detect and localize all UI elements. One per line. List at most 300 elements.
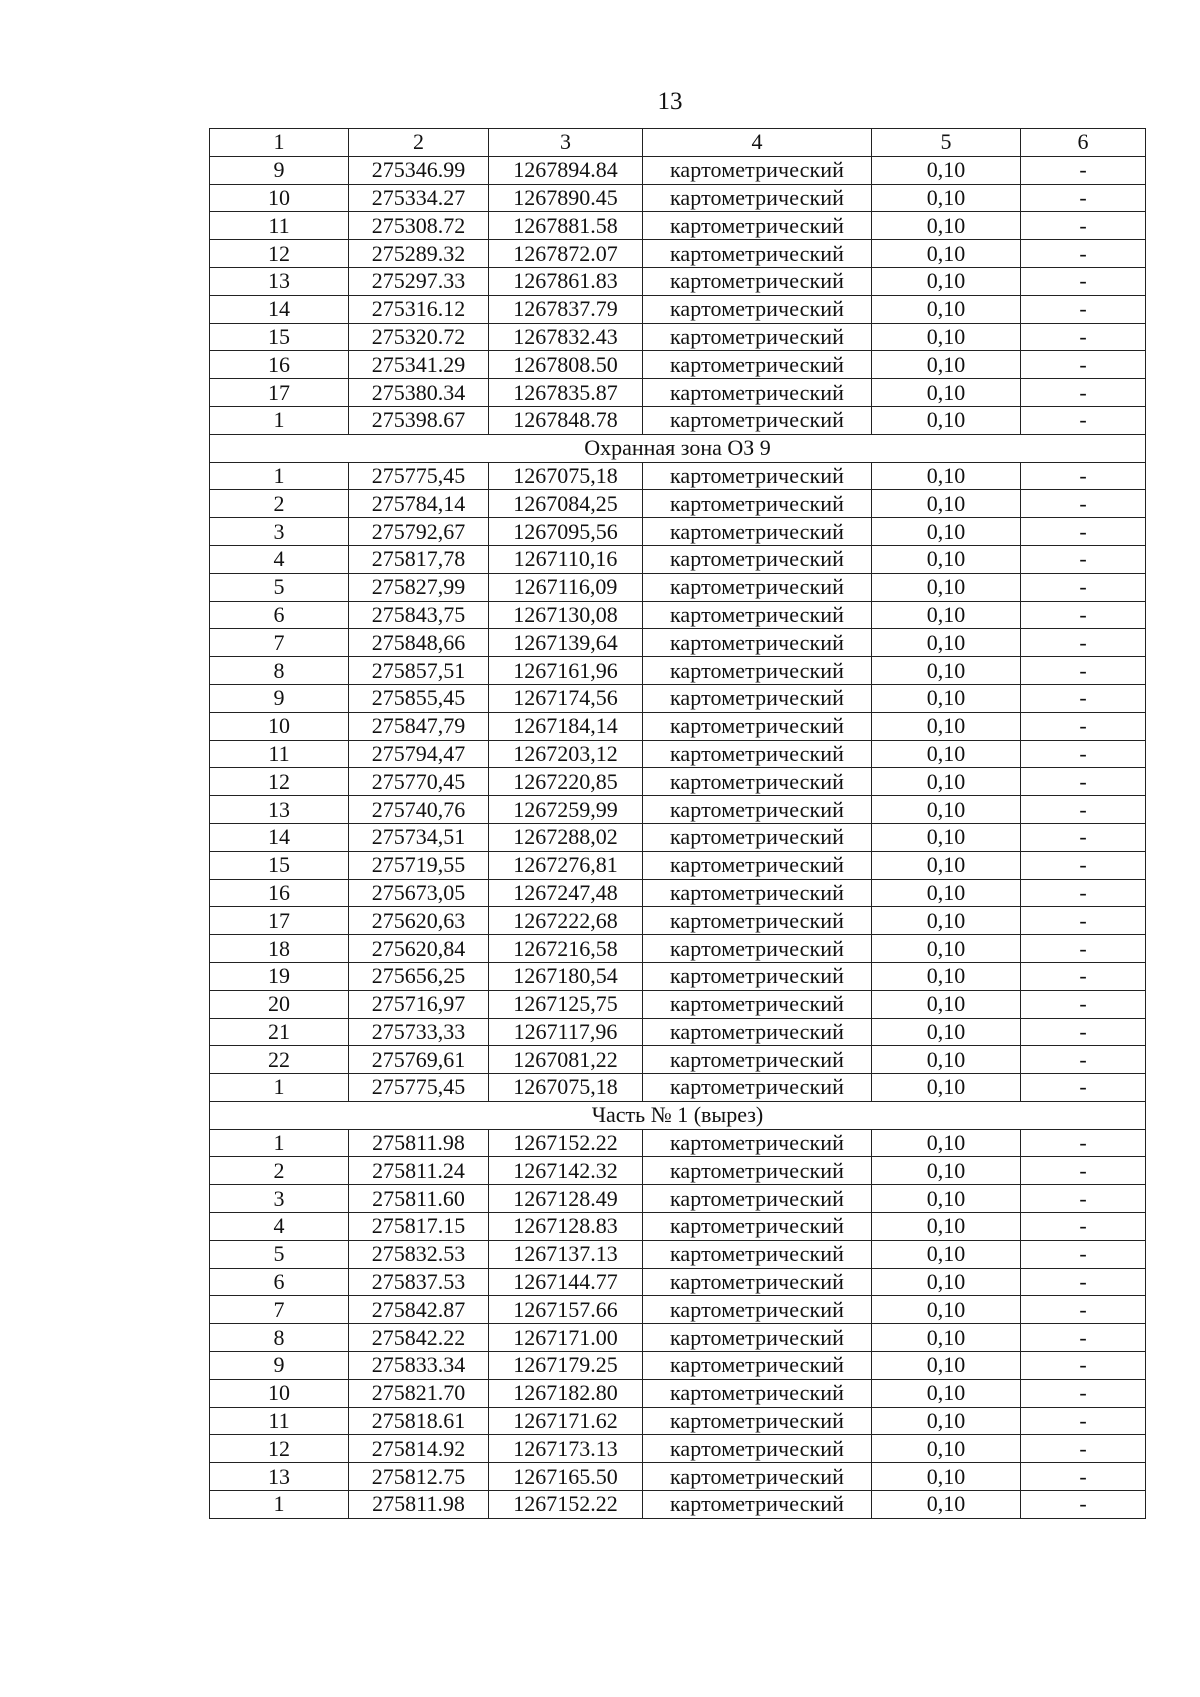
method-cell: картометрический bbox=[643, 1046, 872, 1074]
coord-x-cell: 275297.33 bbox=[349, 267, 489, 295]
note-cell: - bbox=[1021, 1157, 1146, 1185]
coord-y-cell: 1267832.43 bbox=[489, 323, 643, 351]
method-cell: картометрический bbox=[643, 1157, 872, 1185]
coord-x-cell: 275656,25 bbox=[349, 962, 489, 990]
method-cell: картометрический bbox=[643, 240, 872, 268]
method-cell: картометрический bbox=[643, 323, 872, 351]
method-cell: картометрический bbox=[643, 629, 872, 657]
note-cell: - bbox=[1021, 657, 1146, 685]
note-cell: - bbox=[1021, 879, 1146, 907]
coord-y-cell: 1267095,56 bbox=[489, 518, 643, 546]
point-number-cell: 13 bbox=[210, 796, 349, 824]
note-cell: - bbox=[1021, 518, 1146, 546]
coord-x-cell: 275308.72 bbox=[349, 212, 489, 240]
accuracy-cell: 0,10 bbox=[872, 1185, 1021, 1213]
coord-x-cell: 275673,05 bbox=[349, 879, 489, 907]
method-cell: картометрический bbox=[643, 1018, 872, 1046]
note-cell: - bbox=[1021, 740, 1146, 768]
coord-y-cell: 1267128.49 bbox=[489, 1185, 643, 1213]
coord-x-cell: 275775,45 bbox=[349, 1074, 489, 1102]
method-cell: картометрический bbox=[643, 1296, 872, 1324]
coord-x-cell: 275316.12 bbox=[349, 295, 489, 323]
note-cell: - bbox=[1021, 1435, 1146, 1463]
coord-x-cell: 275847,79 bbox=[349, 712, 489, 740]
point-number-cell: 13 bbox=[210, 1463, 349, 1491]
table-row bbox=[210, 712, 1146, 740]
method-cell: картометрический bbox=[643, 1435, 872, 1463]
coord-x-cell: 275794,47 bbox=[349, 740, 489, 768]
coord-x-cell: 275620,84 bbox=[349, 935, 489, 963]
point-number-cell: 1 bbox=[210, 406, 349, 434]
section-title: Охранная зона ОЗ 9 bbox=[210, 434, 1146, 462]
section-title-row bbox=[210, 434, 1146, 462]
coord-x-cell: 275620,63 bbox=[349, 907, 489, 935]
note-cell: - bbox=[1021, 1352, 1146, 1380]
coord-y-cell: 1267216,58 bbox=[489, 935, 643, 963]
accuracy-cell: 0,10 bbox=[872, 768, 1021, 796]
note-cell: - bbox=[1021, 796, 1146, 824]
coord-y-cell: 1267835.87 bbox=[489, 379, 643, 407]
table-row bbox=[210, 212, 1146, 240]
coord-y-cell: 1267222,68 bbox=[489, 907, 643, 935]
coord-x-cell: 275811.98 bbox=[349, 1491, 489, 1519]
coord-x-cell: 275784,14 bbox=[349, 490, 489, 518]
coord-y-cell: 1267872.07 bbox=[489, 240, 643, 268]
point-number-cell: 5 bbox=[210, 573, 349, 601]
table-row bbox=[210, 1407, 1146, 1435]
note-cell: - bbox=[1021, 962, 1146, 990]
table-row bbox=[210, 935, 1146, 963]
coord-x-cell: 275289.32 bbox=[349, 240, 489, 268]
accuracy-cell: 0,10 bbox=[872, 879, 1021, 907]
note-cell: - bbox=[1021, 406, 1146, 434]
note-cell: - bbox=[1021, 1324, 1146, 1352]
coord-y-cell: 1267128.83 bbox=[489, 1213, 643, 1241]
method-cell: картометрический bbox=[643, 796, 872, 824]
table-row bbox=[210, 406, 1146, 434]
note-cell: - bbox=[1021, 712, 1146, 740]
method-cell: картометрический bbox=[643, 295, 872, 323]
note-cell: - bbox=[1021, 1018, 1146, 1046]
coord-y-cell: 1267142.32 bbox=[489, 1157, 643, 1185]
coord-x-cell: 275817.15 bbox=[349, 1213, 489, 1241]
coord-x-cell: 275734,51 bbox=[349, 823, 489, 851]
point-number-cell: 11 bbox=[210, 212, 349, 240]
accuracy-cell: 0,10 bbox=[872, 962, 1021, 990]
note-cell: - bbox=[1021, 684, 1146, 712]
table-row bbox=[210, 156, 1146, 184]
table-row bbox=[210, 490, 1146, 518]
header-cell: 5 bbox=[872, 129, 1021, 157]
table-row bbox=[210, 573, 1146, 601]
note-cell: - bbox=[1021, 907, 1146, 935]
coord-x-cell: 275775,45 bbox=[349, 462, 489, 490]
point-number-cell: 21 bbox=[210, 1018, 349, 1046]
point-number-cell: 6 bbox=[210, 601, 349, 629]
note-cell: - bbox=[1021, 1046, 1146, 1074]
note-cell: - bbox=[1021, 490, 1146, 518]
accuracy-cell: 0,10 bbox=[872, 295, 1021, 323]
table-row bbox=[210, 1324, 1146, 1352]
accuracy-cell: 0,10 bbox=[872, 1157, 1021, 1185]
table-row bbox=[210, 1185, 1146, 1213]
coord-y-cell: 1267165.50 bbox=[489, 1463, 643, 1491]
coord-y-cell: 1267837.79 bbox=[489, 295, 643, 323]
point-number-cell: 14 bbox=[210, 823, 349, 851]
point-number-cell: 15 bbox=[210, 851, 349, 879]
coord-y-cell: 1267116,09 bbox=[489, 573, 643, 601]
coord-y-cell: 1267259,99 bbox=[489, 796, 643, 824]
accuracy-cell: 0,10 bbox=[872, 406, 1021, 434]
coord-x-cell: 275814.92 bbox=[349, 1435, 489, 1463]
method-cell: картометрический bbox=[643, 768, 872, 796]
coord-x-cell: 275719,55 bbox=[349, 851, 489, 879]
table-row bbox=[210, 1379, 1146, 1407]
note-cell: - bbox=[1021, 1074, 1146, 1102]
point-number-cell: 12 bbox=[210, 240, 349, 268]
accuracy-cell: 0,10 bbox=[872, 323, 1021, 351]
table-row bbox=[210, 1213, 1146, 1241]
note-cell: - bbox=[1021, 379, 1146, 407]
method-cell: картометрический bbox=[643, 684, 872, 712]
point-number-cell: 7 bbox=[210, 1296, 349, 1324]
coord-x-cell: 275842.87 bbox=[349, 1296, 489, 1324]
point-number-cell: 15 bbox=[210, 323, 349, 351]
method-cell: картометрический bbox=[643, 962, 872, 990]
accuracy-cell: 0,10 bbox=[872, 629, 1021, 657]
note-cell: - bbox=[1021, 462, 1146, 490]
table-row bbox=[210, 1046, 1146, 1074]
note-cell: - bbox=[1021, 1240, 1146, 1268]
table-row bbox=[210, 768, 1146, 796]
point-number-cell: 10 bbox=[210, 184, 349, 212]
method-cell: картометрический bbox=[643, 267, 872, 295]
coord-x-cell: 275818.61 bbox=[349, 1407, 489, 1435]
accuracy-cell: 0,10 bbox=[872, 240, 1021, 268]
method-cell: картометрический bbox=[643, 1352, 872, 1380]
accuracy-cell: 0,10 bbox=[872, 1129, 1021, 1157]
coord-y-cell: 1267139,64 bbox=[489, 629, 643, 657]
coord-y-cell: 1267173.13 bbox=[489, 1435, 643, 1463]
point-number-cell: 9 bbox=[210, 684, 349, 712]
accuracy-cell: 0,10 bbox=[872, 184, 1021, 212]
accuracy-cell: 0,10 bbox=[872, 740, 1021, 768]
method-cell: картометрический bbox=[643, 1324, 872, 1352]
point-number-cell: 18 bbox=[210, 935, 349, 963]
note-cell: - bbox=[1021, 240, 1146, 268]
method-cell: картометрический bbox=[643, 573, 872, 601]
point-number-cell: 11 bbox=[210, 1407, 349, 1435]
coord-y-cell: 1267157.66 bbox=[489, 1296, 643, 1324]
method-cell: картометрический bbox=[643, 351, 872, 379]
table-row bbox=[210, 1463, 1146, 1491]
accuracy-cell: 0,10 bbox=[872, 601, 1021, 629]
coord-x-cell: 275398.67 bbox=[349, 406, 489, 434]
note-cell: - bbox=[1021, 629, 1146, 657]
point-number-cell: 8 bbox=[210, 1324, 349, 1352]
table-row bbox=[210, 796, 1146, 824]
accuracy-cell: 0,10 bbox=[872, 907, 1021, 935]
method-cell: картометрический bbox=[643, 1463, 872, 1491]
accuracy-cell: 0,10 bbox=[872, 212, 1021, 240]
note-cell: - bbox=[1021, 1268, 1146, 1296]
coord-y-cell: 1267130,08 bbox=[489, 601, 643, 629]
header-cell: 2 bbox=[349, 129, 489, 157]
coord-x-cell: 275848,66 bbox=[349, 629, 489, 657]
point-number-cell: 1 bbox=[210, 1129, 349, 1157]
accuracy-cell: 0,10 bbox=[872, 1463, 1021, 1491]
accuracy-cell: 0,10 bbox=[872, 379, 1021, 407]
accuracy-cell: 0,10 bbox=[872, 1296, 1021, 1324]
table-row bbox=[210, 1074, 1146, 1102]
table-row bbox=[210, 990, 1146, 1018]
point-number-cell: 12 bbox=[210, 1435, 349, 1463]
coord-x-cell: 275716,97 bbox=[349, 990, 489, 1018]
coord-y-cell: 1267894.84 bbox=[489, 156, 643, 184]
table-row bbox=[210, 462, 1146, 490]
point-number-cell: 4 bbox=[210, 1213, 349, 1241]
coord-y-cell: 1267182.80 bbox=[489, 1379, 643, 1407]
accuracy-cell: 0,10 bbox=[872, 823, 1021, 851]
table-row bbox=[210, 1268, 1146, 1296]
method-cell: картометрический bbox=[643, 1491, 872, 1519]
point-number-cell: 2 bbox=[210, 1157, 349, 1185]
note-cell: - bbox=[1021, 1407, 1146, 1435]
coord-y-cell: 1267075,18 bbox=[489, 1074, 643, 1102]
coord-y-cell: 1267881.58 bbox=[489, 212, 643, 240]
method-cell: картометрический bbox=[643, 740, 872, 768]
coord-y-cell: 1267161,96 bbox=[489, 657, 643, 685]
point-number-cell: 17 bbox=[210, 907, 349, 935]
coord-y-cell: 1267288,02 bbox=[489, 823, 643, 851]
method-cell: картометрический bbox=[643, 712, 872, 740]
note-cell: - bbox=[1021, 295, 1146, 323]
page-number: 13 bbox=[657, 88, 683, 115]
note-cell: - bbox=[1021, 184, 1146, 212]
header-cell: 3 bbox=[489, 129, 643, 157]
table-row bbox=[210, 907, 1146, 935]
method-cell: картометрический bbox=[643, 823, 872, 851]
coord-y-cell: 1267203,12 bbox=[489, 740, 643, 768]
table-row bbox=[210, 657, 1146, 685]
header-cell: 1 bbox=[210, 129, 349, 157]
point-number-cell: 14 bbox=[210, 295, 349, 323]
coord-y-cell: 1267137.13 bbox=[489, 1240, 643, 1268]
point-number-cell: 1 bbox=[210, 462, 349, 490]
coord-y-cell: 1267110,16 bbox=[489, 545, 643, 573]
coord-x-cell: 275320.72 bbox=[349, 323, 489, 351]
accuracy-cell: 0,10 bbox=[872, 1213, 1021, 1241]
coord-y-cell: 1267184,14 bbox=[489, 712, 643, 740]
accuracy-cell: 0,10 bbox=[872, 1352, 1021, 1380]
method-cell: картометрический bbox=[643, 156, 872, 184]
note-cell: - bbox=[1021, 1129, 1146, 1157]
coord-x-cell: 275811.98 bbox=[349, 1129, 489, 1157]
coord-x-cell: 275843,75 bbox=[349, 601, 489, 629]
point-number-cell: 17 bbox=[210, 379, 349, 407]
point-number-cell: 9 bbox=[210, 1352, 349, 1380]
coord-x-cell: 275842.22 bbox=[349, 1324, 489, 1352]
coord-y-cell: 1267152.22 bbox=[489, 1129, 643, 1157]
coord-y-cell: 1267848.78 bbox=[489, 406, 643, 434]
coordinates-table bbox=[209, 128, 1146, 1519]
method-cell: картометрический bbox=[643, 1379, 872, 1407]
coord-y-cell: 1267276,81 bbox=[489, 851, 643, 879]
note-cell: - bbox=[1021, 935, 1146, 963]
coord-x-cell: 275334.27 bbox=[349, 184, 489, 212]
coord-y-cell: 1267180,54 bbox=[489, 962, 643, 990]
method-cell: картометрический bbox=[643, 657, 872, 685]
point-number-cell: 4 bbox=[210, 545, 349, 573]
accuracy-cell: 0,10 bbox=[872, 1046, 1021, 1074]
point-number-cell: 2 bbox=[210, 490, 349, 518]
method-cell: картометрический bbox=[643, 907, 872, 935]
coord-x-cell: 275832.53 bbox=[349, 1240, 489, 1268]
table-row bbox=[210, 1491, 1146, 1519]
table-row bbox=[210, 629, 1146, 657]
point-number-cell: 6 bbox=[210, 1268, 349, 1296]
table-row bbox=[210, 1435, 1146, 1463]
coord-x-cell: 275733,33 bbox=[349, 1018, 489, 1046]
accuracy-cell: 0,10 bbox=[872, 573, 1021, 601]
coord-x-cell: 275770,45 bbox=[349, 768, 489, 796]
method-cell: картометрический bbox=[643, 545, 872, 573]
accuracy-cell: 0,10 bbox=[872, 1407, 1021, 1435]
table-row bbox=[210, 823, 1146, 851]
coord-y-cell: 1267890.45 bbox=[489, 184, 643, 212]
table-row bbox=[210, 379, 1146, 407]
header-row bbox=[210, 129, 1146, 157]
note-cell: - bbox=[1021, 1491, 1146, 1519]
coord-x-cell: 275792,67 bbox=[349, 518, 489, 546]
table-row bbox=[210, 962, 1146, 990]
point-number-cell: 3 bbox=[210, 518, 349, 546]
coord-y-cell: 1267125,75 bbox=[489, 990, 643, 1018]
coord-y-cell: 1267220,85 bbox=[489, 768, 643, 796]
coord-x-cell: 275769,61 bbox=[349, 1046, 489, 1074]
table-row bbox=[210, 267, 1146, 295]
method-cell: картометрический bbox=[643, 518, 872, 546]
table-row bbox=[210, 740, 1146, 768]
point-number-cell: 9 bbox=[210, 156, 349, 184]
accuracy-cell: 0,10 bbox=[872, 1268, 1021, 1296]
coord-y-cell: 1267247,48 bbox=[489, 879, 643, 907]
coord-y-cell: 1267117,96 bbox=[489, 1018, 643, 1046]
method-cell: картометрический bbox=[643, 601, 872, 629]
note-cell: - bbox=[1021, 1213, 1146, 1241]
table-row bbox=[210, 1240, 1146, 1268]
method-cell: картометрический bbox=[643, 851, 872, 879]
note-cell: - bbox=[1021, 601, 1146, 629]
accuracy-cell: 0,10 bbox=[872, 1491, 1021, 1519]
accuracy-cell: 0,10 bbox=[872, 1324, 1021, 1352]
accuracy-cell: 0,10 bbox=[872, 1074, 1021, 1102]
accuracy-cell: 0,10 bbox=[872, 851, 1021, 879]
coord-y-cell: 1267171.62 bbox=[489, 1407, 643, 1435]
method-cell: картометрический bbox=[643, 184, 872, 212]
coord-x-cell: 275857,51 bbox=[349, 657, 489, 685]
coord-x-cell: 275812.75 bbox=[349, 1463, 489, 1491]
point-number-cell: 1 bbox=[210, 1074, 349, 1102]
method-cell: картометрический bbox=[643, 879, 872, 907]
table-row bbox=[210, 1129, 1146, 1157]
accuracy-cell: 0,10 bbox=[872, 796, 1021, 824]
coord-x-cell: 275837.53 bbox=[349, 1268, 489, 1296]
accuracy-cell: 0,10 bbox=[872, 1379, 1021, 1407]
table-row bbox=[210, 684, 1146, 712]
accuracy-cell: 0,10 bbox=[872, 657, 1021, 685]
method-cell: картометрический bbox=[643, 212, 872, 240]
coord-x-cell: 275346.99 bbox=[349, 156, 489, 184]
method-cell: картометрический bbox=[643, 1185, 872, 1213]
table-row bbox=[210, 1157, 1146, 1185]
point-number-cell: 13 bbox=[210, 267, 349, 295]
accuracy-cell: 0,10 bbox=[872, 1240, 1021, 1268]
method-cell: картометрический bbox=[643, 406, 872, 434]
coord-x-cell: 275811.60 bbox=[349, 1185, 489, 1213]
note-cell: - bbox=[1021, 1379, 1146, 1407]
note-cell: - bbox=[1021, 573, 1146, 601]
point-number-cell: 3 bbox=[210, 1185, 349, 1213]
table-row bbox=[210, 851, 1146, 879]
table-row bbox=[210, 1296, 1146, 1324]
accuracy-cell: 0,10 bbox=[872, 351, 1021, 379]
coord-y-cell: 1267171.00 bbox=[489, 1324, 643, 1352]
header-cell: 6 bbox=[1021, 129, 1146, 157]
point-number-cell: 16 bbox=[210, 879, 349, 907]
note-cell: - bbox=[1021, 990, 1146, 1018]
note-cell: - bbox=[1021, 351, 1146, 379]
method-cell: картометрический bbox=[643, 462, 872, 490]
coord-y-cell: 1267084,25 bbox=[489, 490, 643, 518]
method-cell: картометрический bbox=[643, 935, 872, 963]
coord-x-cell: 275833.34 bbox=[349, 1352, 489, 1380]
coord-y-cell: 1267075,18 bbox=[489, 462, 643, 490]
accuracy-cell: 0,10 bbox=[872, 490, 1021, 518]
accuracy-cell: 0,10 bbox=[872, 518, 1021, 546]
accuracy-cell: 0,10 bbox=[872, 684, 1021, 712]
table-row bbox=[210, 323, 1146, 351]
point-number-cell: 19 bbox=[210, 962, 349, 990]
point-number-cell: 12 bbox=[210, 768, 349, 796]
method-cell: картометрический bbox=[643, 379, 872, 407]
coord-x-cell: 275827,99 bbox=[349, 573, 489, 601]
point-number-cell: 11 bbox=[210, 740, 349, 768]
accuracy-cell: 0,10 bbox=[872, 990, 1021, 1018]
point-number-cell: 10 bbox=[210, 712, 349, 740]
coord-y-cell: 1267144.77 bbox=[489, 1268, 643, 1296]
method-cell: картометрический bbox=[643, 1268, 872, 1296]
point-number-cell: 20 bbox=[210, 990, 349, 1018]
coord-x-cell: 275855,45 bbox=[349, 684, 489, 712]
point-number-cell: 7 bbox=[210, 629, 349, 657]
coord-x-cell: 275380.34 bbox=[349, 379, 489, 407]
point-number-cell: 22 bbox=[210, 1046, 349, 1074]
note-cell: - bbox=[1021, 212, 1146, 240]
accuracy-cell: 0,10 bbox=[872, 1018, 1021, 1046]
point-number-cell: 8 bbox=[210, 657, 349, 685]
coord-y-cell: 1267081,22 bbox=[489, 1046, 643, 1074]
note-cell: - bbox=[1021, 1296, 1146, 1324]
point-number-cell: 16 bbox=[210, 351, 349, 379]
method-cell: картометрический bbox=[643, 1129, 872, 1157]
accuracy-cell: 0,10 bbox=[872, 267, 1021, 295]
note-cell: - bbox=[1021, 1463, 1146, 1491]
coord-x-cell: 275811.24 bbox=[349, 1157, 489, 1185]
note-cell: - bbox=[1021, 323, 1146, 351]
note-cell: - bbox=[1021, 851, 1146, 879]
note-cell: - bbox=[1021, 267, 1146, 295]
